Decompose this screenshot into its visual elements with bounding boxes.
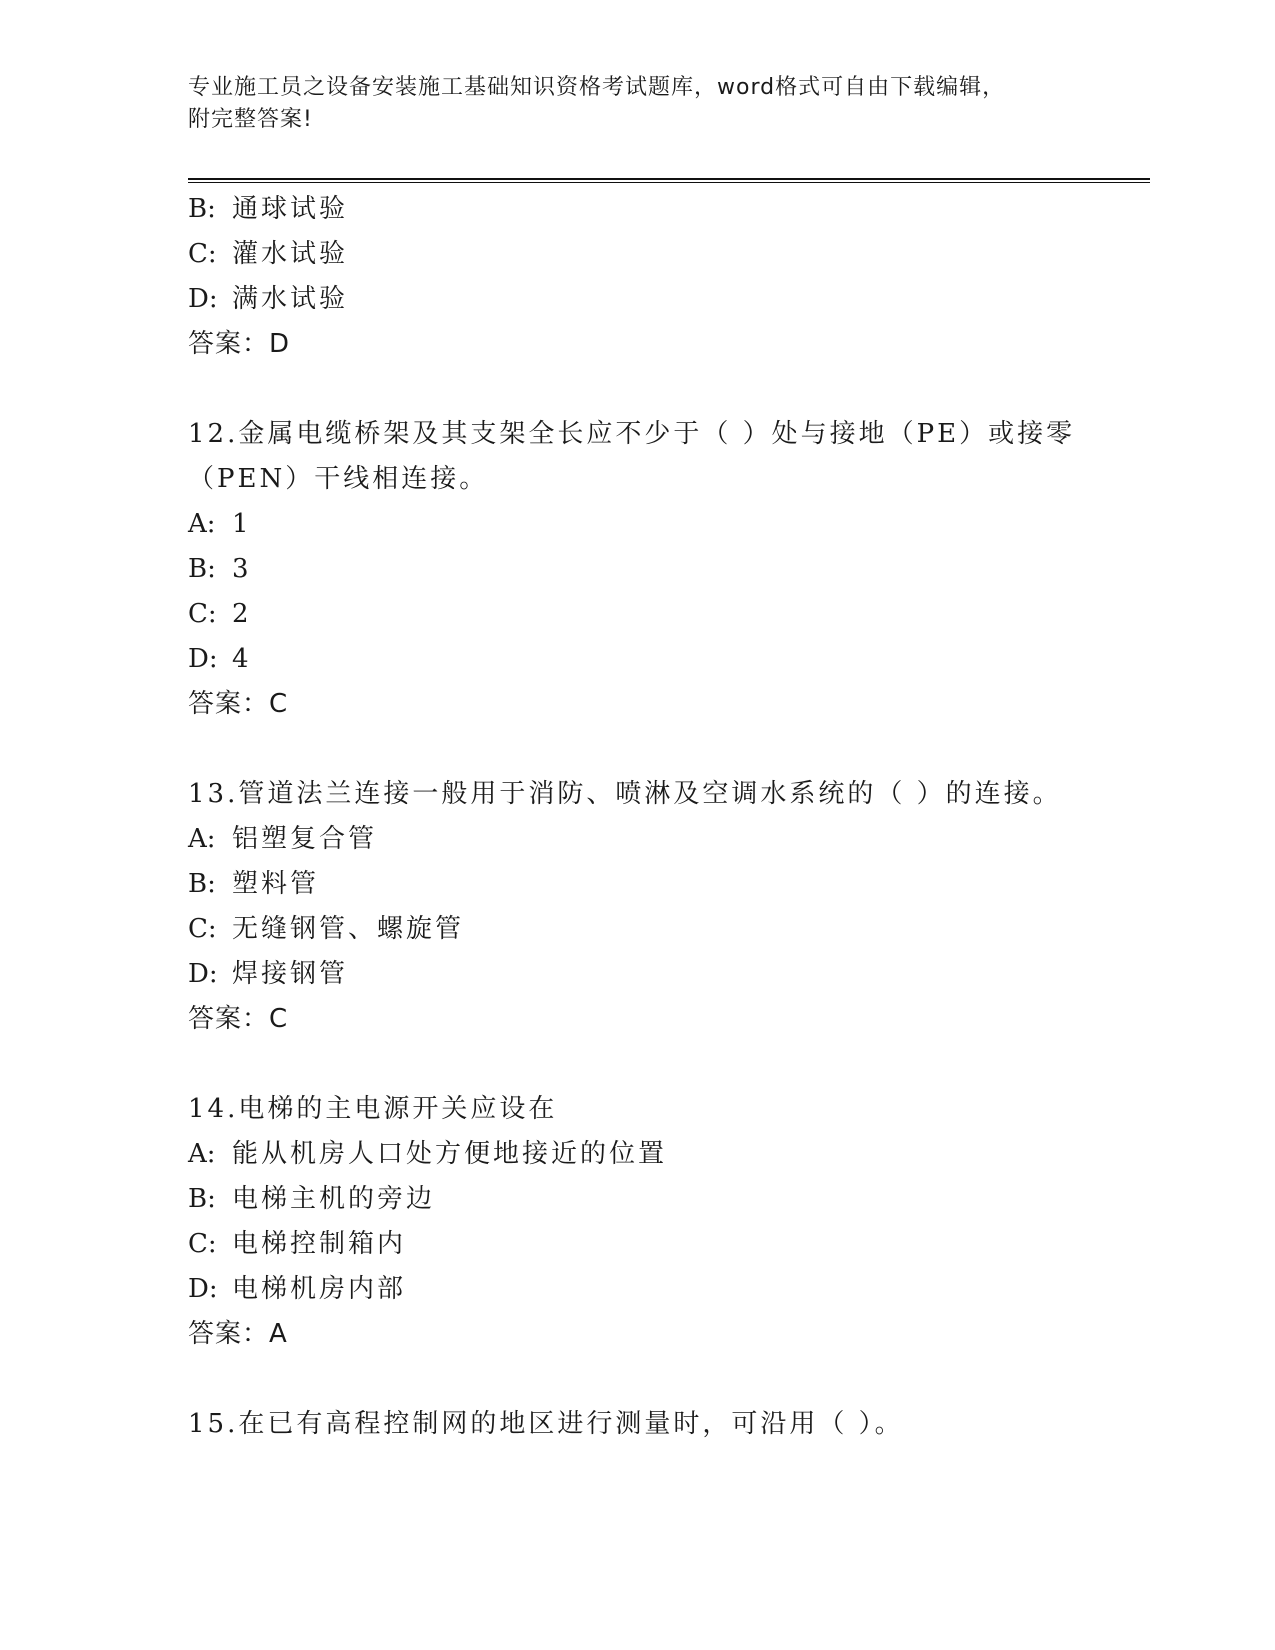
option-line [188,237,348,271]
question-stem: 15.在已有高程控制网的地区进行测量时，可沿用（ ）。 [188,1409,904,1439]
question-stem: 14.电梯的主电源开关应设在 [188,1094,558,1124]
option-text: 铝塑复合管 [232,824,378,854]
option-line [188,912,464,946]
header-line-1: 专业施工员之设备安装施工基础知识资格考试题库，word格式可自由下载编辑， [188,75,1006,100]
option-line [188,1227,406,1261]
option-line [188,867,319,901]
option-key: A: [188,509,216,539]
option-key: B: [188,869,216,899]
option-key: C: [188,914,217,944]
option-text: 灌水试验 [232,239,349,269]
option-key: D: [188,644,218,674]
option-text: 2 [232,599,252,629]
header-line-2: 附完整答案! [188,107,313,132]
option-line [188,507,252,541]
option-line [188,822,377,856]
option-key: A: [188,824,216,854]
option-text: 能从机房人口处方便地接近的位置 [232,1139,668,1169]
option-text: 无缝钢管、螺旋管 [232,914,465,944]
option-line [188,642,252,676]
header-divider-thick [188,178,1150,180]
option-key: C: [188,1229,217,1259]
question-stem: 13.管道法兰连接一般用于消防、喷淋及空调水系统的（ ）的连接。 [188,779,1062,809]
answer-line: 答案：C [188,1004,289,1034]
answer-line: 答案：A [188,1319,288,1349]
option-line [188,282,348,316]
header-divider-thin [188,182,1150,183]
option-line [188,552,252,586]
option-text: 3 [232,554,252,584]
option-line [188,1182,435,1216]
answer-line: 答案：C [188,689,289,719]
option-line [188,1272,406,1306]
option-text: 满水试验 [232,284,349,314]
option-text: 电梯主机的旁边 [232,1184,436,1214]
option-key: D: [188,959,218,989]
option-key: D: [188,284,218,314]
document-header [188,72,1088,136]
option-key: B: [188,554,216,584]
option-key: A: [188,1139,216,1169]
option-text: 塑料管 [232,869,320,899]
option-text: 焊接钢管 [232,959,349,989]
option-key: B: [188,194,216,224]
option-text: 电梯机房内部 [232,1274,407,1304]
option-text: 通球试验 [232,194,349,224]
option-key: C: [188,599,217,629]
question-stem-continued: （PEN）干线相连接。 [188,464,489,494]
option-key: C: [188,239,217,269]
option-key: D: [188,1274,218,1304]
option-line [188,957,348,991]
option-line [188,192,348,226]
option-line [188,597,252,631]
option-text: 4 [232,644,252,674]
option-key: B: [188,1184,216,1214]
option-line [188,1137,667,1171]
option-text: 电梯控制箱内 [232,1229,407,1259]
question-stem: 12.金属电缆桥架及其支架全长应不少于（ ）处与接地（PE）或接零 [188,419,1076,449]
option-text: 1 [232,509,252,539]
answer-line: 答案：D [188,329,291,359]
